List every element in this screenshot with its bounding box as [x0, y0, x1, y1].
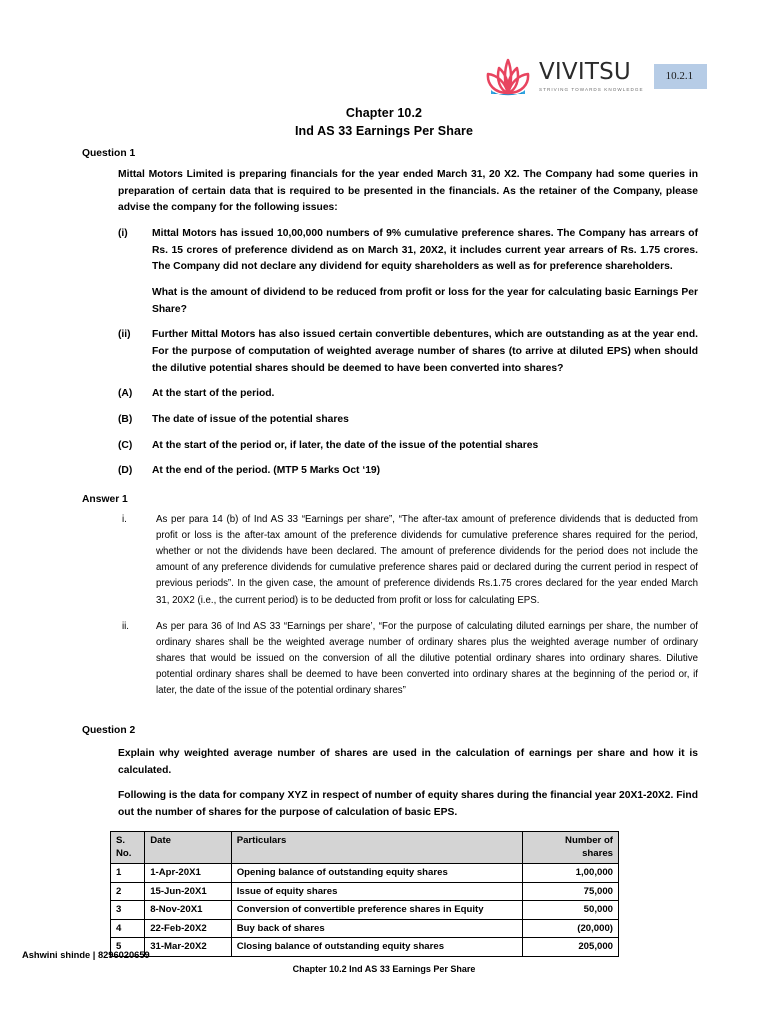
cell-shares: 1,00,000 — [523, 864, 619, 883]
page-subtitle: Ind AS 33 Earnings Per Share — [294, 124, 474, 138]
answer-text: As per para 14 (b) of Ind AS 33 “Earnings per share”, “The after-tax amount of preference dividends that is deducted from profit or loss is the after-tax amount of the preference dividends for cumulative preference shares required for the period, whether or not the dividends have been declared. The amount of preference dividends for the period does not include the amount of any preference dividends for cumulative preference shares paid or declared during the current period in respect of previous periods”. In the given case, the amount of preference dividends Rs.1.75 crores declared for the year ended March 31, 20X2 (i.e., the current period) is to be deducted from profit or loss for calculating EPS. — [156, 514, 698, 606]
question-1-options — [82, 386, 698, 480]
brand-wordmark: VIVITSU — [539, 58, 631, 85]
option-marker: (B) — [118, 414, 133, 426]
cell-sno: 2 — [111, 882, 145, 901]
item-text: Further Mittal Motors has also issued certain convertible debentures, which are outstanding as at the year end. For the purpose of computation of weighted average number of shares (to arrive at diluted EPS) when should the dilutive potential shares should be deemed to have been converted into shares? — [152, 329, 698, 374]
lotus-logo-icon — [483, 53, 533, 99]
option-text: At the start of the period. — [152, 388, 275, 400]
cell-sno: 3 — [111, 901, 145, 920]
option-text: The date of issue of the potential shares — [152, 414, 349, 426]
equity-shares-table — [110, 831, 619, 957]
cell-particulars: Issue of equity shares — [231, 882, 523, 901]
table-row — [111, 882, 619, 901]
version-badge: 10.2.1 — [654, 64, 708, 89]
table-row — [111, 901, 619, 920]
item-text: Mittal Motors has issued 10,00,000 numbers of 9% cumulative preference shares. The Company has arrears of Rs. 15 crores of preference dividend as on March 31, 20X2, it includes current year arrears of Rs. 1.75 crores. The Company did not declare any dividend for equity shareholders as well as for preference shareholders. — [152, 228, 698, 273]
answer-marker: ii. — [122, 620, 129, 632]
question-1-intro: Mittal Motors Limited is preparing financials for the year ended March 31, 20 X2. The Company had some queries in preparation of certain data that is required to be presented in the financials. As the retainer of the Company, please advise the company for the following issues: — [118, 169, 698, 214]
col-header-sno-line1: S. — [116, 834, 126, 846]
cell-particulars: Opening balance of outstanding equity shares — [231, 864, 523, 883]
item-sub-text: What is the amount of dividend to be reduced from profit or loss for the year for calculating basic Earnings Per Share? — [152, 287, 698, 315]
cell-sno: 1 — [111, 864, 145, 883]
cell-date: 1-Apr-20X1 — [145, 864, 232, 883]
brand-header — [483, 50, 738, 102]
option-a — [82, 386, 698, 403]
cell-particulars: Closing balance of outstanding equity shares — [231, 938, 523, 957]
question-1-item-i — [82, 226, 698, 318]
option-text: At the start of the period or, if later, the date of the issue of the potential shares — [152, 439, 539, 451]
question-1-heading: Question 1 — [82, 148, 136, 159]
cell-shares: 50,000 — [523, 901, 619, 920]
col-header-num-line1: Number of — [565, 834, 613, 846]
cell-shares: 75,000 — [523, 882, 619, 901]
col-header-sno-line2: No. — [116, 848, 132, 860]
page-title: Chapter 10.2 — [345, 106, 423, 120]
option-c — [82, 438, 698, 455]
cell-date: 22-Feb-20X2 — [145, 919, 232, 938]
page-footer — [0, 950, 768, 980]
option-marker: (A) — [118, 388, 133, 400]
footer-chapter-label: Chapter 10.2 Ind AS 33 Earnings Per Share — [292, 964, 476, 974]
cell-sno: 4 — [111, 919, 145, 938]
cell-shares: (20,000) — [523, 919, 619, 938]
answer-1-items — [82, 512, 698, 699]
brand-text — [539, 58, 644, 92]
cell-date: 8-Nov-20X1 — [145, 901, 232, 920]
table-header-row — [111, 831, 619, 863]
cell-particulars: Conversion of convertible preference shares in Equity — [231, 901, 523, 920]
cell-date: 31-Mar-20X2 — [145, 938, 232, 957]
option-text: At the end of the period. (MTP 5 Marks Oct ‘19) — [152, 465, 381, 477]
option-d — [82, 463, 698, 480]
item-marker: (ii) — [118, 329, 131, 341]
cell-particulars: Buy back of shares — [231, 919, 523, 938]
cell-sno: 5 — [111, 938, 145, 957]
answer-marker: i. — [122, 514, 127, 526]
table-row — [111, 919, 619, 938]
table-head — [111, 831, 619, 863]
question-2-heading: Question 2 — [82, 725, 136, 737]
option-marker: (D) — [118, 465, 133, 477]
col-header-sno — [111, 831, 145, 863]
item-marker: (i) — [118, 228, 128, 240]
cell-date: 15-Jun-20X1 — [145, 882, 232, 901]
table-row — [111, 864, 619, 883]
answer-1-heading: Answer 1 — [82, 494, 128, 506]
col-header-number-of-shares — [523, 831, 619, 863]
table-body — [111, 864, 619, 957]
brand-tagline: STRIVING TOWARDS KNOWLEDGE — [539, 86, 644, 92]
col-header-date: Date — [145, 831, 232, 863]
answer-1-item-ii — [82, 619, 698, 699]
answer-1-item-i — [82, 512, 698, 609]
question-2-para-1: Explain why weighted average number of shares are used in the calculation of earnings per share and how it is calculated. — [118, 748, 698, 776]
document-body — [82, 148, 698, 957]
question-2-para-2: Following is the data for company XYZ in respect of number of equity shares during the financial year 20X1-20X2. Find out the number of shares for the purpose of calculation of basic EPS. — [118, 790, 698, 819]
cell-shares: 205,000 — [523, 938, 619, 957]
col-header-num-line2: shares — [582, 848, 613, 860]
option-marker: (C) — [118, 439, 133, 451]
question-1-item-ii — [82, 327, 698, 377]
col-header-particulars: Particulars — [231, 831, 523, 863]
option-b — [82, 412, 698, 429]
question-1-items — [82, 226, 698, 377]
footer-author: Ashwini shinde | 8296020659 — [22, 950, 150, 960]
answer-text: As per para 36 of Ind AS 33 “Earnings per share’, “For the purpose of calculating diluted earnings per share, the number of ordinary shares shall be the weighted average number of ordinary shares plus the weighted average number of ordinary shares that would be issued on the conversion of all the dilutive potential ordinary shares into ordinary shares. Dilutive potential ordinary shares shall be deemed to have been converted into ordinary shares at the beginning of the period or, if later, the date of the issue of the potential ordinary shares” — [156, 620, 698, 697]
